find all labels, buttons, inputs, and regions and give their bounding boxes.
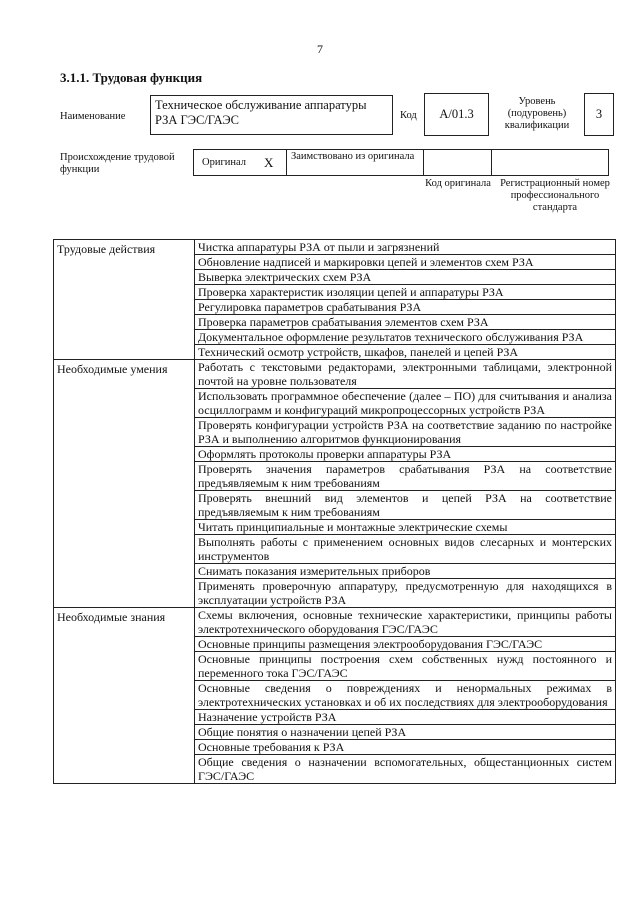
section-category: Трудовые действия — [54, 240, 195, 360]
code-label: Код — [400, 110, 417, 121]
level-value: 3 — [584, 93, 614, 136]
table-row — [54, 240, 616, 255]
table-row — [54, 608, 616, 637]
section-item: Проверка характеристик изоляции цепей и аппаратуры РЗА — [195, 285, 616, 300]
section-item: Работать с текстовыми редакторами, электронными таблицами, электронной почтой на уровне пользователя — [195, 360, 616, 389]
section-item: Выполнять работы с применением основных видов слесарных и монтерских инструментов — [195, 535, 616, 564]
section-item: Снимать показания измерительных приборов — [195, 564, 616, 579]
reg-number-cell — [492, 149, 609, 176]
section-item: Общие понятия о назначении цепей РЗА — [195, 725, 616, 740]
section-item: Основные принципы построения схем собственных нужд постоянного и переменного тока ГЭС/ГАЭС — [195, 652, 616, 681]
reg-number-label: Регистрационный номер профессионального стандарта — [500, 178, 610, 213]
section-item: Проверять значения параметров срабатывания РЗА на соответствие предъявляемым к ним требованиям — [195, 462, 616, 491]
origin-label: Происхождение трудовой функции — [60, 152, 175, 175]
section-item: Использовать программное обеспечение (далее – ПО) для считывания и анализа осциллограмм и конфигураций микропроцессорных устройств РЗА — [195, 389, 616, 418]
code-value: А/01.3 — [424, 93, 489, 136]
page-number: 7 — [317, 42, 323, 56]
section-item: Технический осмотр устройств, шкафов, панелей и цепей РЗА — [195, 345, 616, 360]
section-item: Проверять внешний вид элементов и цепей РЗА на соответствие предъявляемым к ним требованиям — [195, 491, 616, 520]
section-item: Назначение устройств РЗА — [195, 710, 616, 725]
section-item: Проверять конфигурации устройств РЗА на соответствие заданию по настройке РЗА и выполнению алгоритмов функционирования — [195, 418, 616, 447]
level-label: Уровень (подуровень) квалификации — [504, 96, 570, 131]
name-label: Наименование — [60, 111, 126, 122]
section-category: Необходимые знания — [54, 608, 195, 784]
section-item: Обновление надписей и маркировки цепей и элементов схем РЗА — [195, 255, 616, 270]
original-mark: Х — [264, 155, 274, 170]
section-item: Применять проверочную аппаратуру, предусмотренную для находящихся в эксплуатации устройств РЗА — [195, 579, 616, 608]
section-item: Основные сведения о повреждениях и ненормальных режимах в электротехнических установках и об их последствиях для электрооборудования — [195, 681, 616, 710]
original-cell — [193, 149, 287, 176]
section-item: Оформлять протоколы проверки аппаратуры РЗА — [195, 447, 616, 462]
section-item: Чистка аппаратуры РЗА от пыли и загрязнений — [195, 240, 616, 255]
section-item: Основные принципы размещения электрооборудования ГЭС/ГАЭС — [195, 637, 616, 652]
code-original-label: Код оригинала — [425, 178, 491, 189]
section-item: Схемы включения, основные технические характеристики, принципы работы электротехнического оборудования ГЭС/ГАЭС — [195, 608, 616, 637]
section-title: 3.1.1. Трудовая функция — [60, 70, 203, 85]
section-item: Основные требования к РЗА — [195, 740, 616, 755]
section-item: Общие сведения о назначении вспомогательных, общестанционных систем ГЭС/ГАЭС — [195, 755, 616, 784]
table-row — [54, 360, 616, 389]
section-item: Документальное оформление результатов технического обслуживания РЗА — [195, 330, 616, 345]
section-item: Регулировка параметров срабатывания РЗА — [195, 300, 616, 315]
borrowed-cell — [287, 149, 424, 176]
section-item: Читать принципиальные и монтажные электрические схемы — [195, 520, 616, 535]
section-category: Необходимые умения — [54, 360, 195, 608]
function-name-value: Техническое обслуживание аппаратуры РЗА ГЭС/ГАЭС — [150, 95, 393, 135]
section-item: Выверка электрических схем РЗА — [195, 270, 616, 285]
original-label: Оригинал — [202, 157, 246, 168]
code-original-cell — [424, 149, 492, 176]
borrowed-label: Заимствовано из оригинала — [291, 151, 415, 162]
section-item: Проверка параметров срабатывания элементов схем РЗА — [195, 315, 616, 330]
function-table — [53, 239, 616, 784]
origin-row — [193, 149, 609, 176]
